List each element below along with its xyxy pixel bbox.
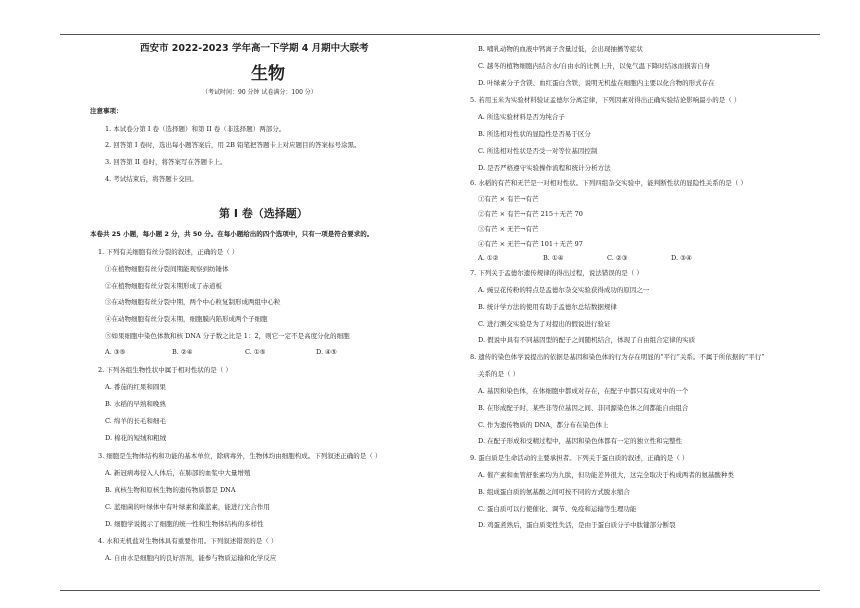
notice-item: 2. 回答第 I 卷时，选出每小题答案后，用 2B 铅笔把答题卡上对应题目的答案标号涂黑。	[105, 141, 361, 149]
q6-statement: ②有芒 × 有芒→有芒 215＋无芒 70	[478, 210, 583, 218]
q1-statement: ①在植物细胞有丝分裂间期能观察到纺锤体	[105, 265, 229, 273]
question-6: 6. 水稻的有芒和无芒是一对相对性状。下列四组杂交实验中，能判断性状的显隐性关系的是（ ）	[470, 179, 747, 187]
q9-option-a: A. 催产素和血管舒张素均为九肽，但功能差异很大，这完全取决于构成两者的氨基酸种类	[478, 471, 734, 479]
q9-option-b: B. 组成蛋白质的氨基酸之间可按不同的方式脱水缩合	[478, 488, 630, 496]
question-5: 5. 若用玉米为实验材料验证孟德尔分离定律，下列因素对得出正确实验结论影响最小的是（ ）	[470, 96, 741, 104]
q1-statement: ②在植物细胞有丝分裂末期形成了赤道板	[105, 282, 222, 290]
notice-item: 1. 本试卷分第 I 卷（选择题）和第 II 卷（非选择题）两部分。	[105, 125, 286, 133]
question-9: 9. 蛋白质是生命活动的主要承担者。下列关于蛋白质的叙述，正确的是（ ）	[470, 454, 689, 462]
q6-option-b: B. ①④	[543, 254, 564, 262]
q7-option-a: A. 豌豆花传粉的特点是孟德尔杂交实验获得成功的原因之一	[478, 286, 650, 294]
q8-option-d: D. 在配子形成和受精过程中，基因和染色体都有一定的独立性和完整性	[478, 437, 683, 445]
q8-option-c: C. 作为遗传物质的 DNA，都分布在染色体上	[478, 421, 609, 429]
q4-option-c: C. 越冬的植物细胞内结合水/自由水的比例上升，以免气温下降时结冰而损害自身	[478, 62, 711, 70]
notice-item: 4. 考试结束后，将答题卡交回。	[105, 175, 198, 183]
q6-option-d: D. ③④	[671, 254, 692, 262]
bottom-rule	[60, 590, 820, 591]
q1-statement: ④在动物细胞有丝分裂末期，细胞膜内陷形成两个子细胞	[105, 315, 268, 323]
q8-option-a: A. 基因和染色体，在体细胞中都成对存在，在配子中都只有成对中的一个	[478, 387, 689, 395]
q4-option-a: A. 自由水是细胞内的良好溶剂，能参与物质运输和化学反应	[105, 554, 277, 562]
q2-option-c: C. 绵羊的长毛和细毛	[105, 417, 166, 425]
q1-option-b: B. ②④	[172, 348, 193, 356]
q2-option-b: B. 水稻的早熟和晚熟	[105, 400, 166, 408]
q5-option-d: D. 是否严格遵守实验操作流程和统计分析方法	[478, 164, 611, 172]
q1-option-c: C. ①⑤	[245, 348, 266, 356]
q5-option-c: C. 所选相对性状是否受一对等位基因控制	[478, 147, 598, 155]
q4-option-d: D. 叶绿素分子含镁、血红蛋白含铁，说明无机盐在细胞内主要以化合物的形式存在	[478, 79, 715, 87]
q2-option-a: A. 番茄的红果和圆果	[105, 383, 166, 391]
question-1: 1. 下列有关细胞有丝分裂的叙述，正确的是（ ）	[98, 248, 239, 256]
q6-statement: ①有芒 × 有芒→有芒	[478, 195, 539, 203]
q9-option-c: C. 蛋白质可以行使催化、调节、免疫和运输等生理功能	[478, 505, 637, 513]
q2-option-d: D. 棉花的短绒和粗绒	[105, 434, 167, 442]
q3-option-d: D. 细胞学说揭示了细胞的统一性和生物体结构的多样性	[105, 520, 264, 528]
q5-option-b: B. 所选相对性状的显隐性是否易于区分	[478, 130, 591, 138]
q3-option-c: C. 蓝细菌的叶绿体中有叶绿素和藻蓝素，能进行光合作用	[105, 503, 270, 511]
q4-option-b: B. 哺乳动物的血液中钙离子含量过低，会出现抽搐等症状	[478, 45, 643, 53]
q3-option-b: B. 真核生物和原核生物的遗传物质都是 DNA	[105, 486, 236, 494]
question-8: 8. 遗传的染色体学说提出的依据是基因和染色体的行为存在明显的“平行”关系。不属于所依据的“平行”	[470, 353, 765, 361]
q3-option-a: A. 新冠病毒侵入人体后，在肺部的血浆中大量增殖	[105, 469, 251, 477]
q1-statement: ⑤如果细胞中染色体数和核 DNA 分子数之比是 1：2，则它一定不是高度分化的细胞	[105, 332, 350, 340]
part1-title: 第 I 卷（选择题）	[219, 207, 308, 220]
q7-option-c: C. 进行测交实验是为了对提出的假说进行验证	[478, 320, 611, 328]
q6-statement: ④有芒 × 无芒→有芒 101＋无芒 97	[478, 240, 583, 248]
question-8-cont: 关系的是（ ）	[478, 370, 520, 378]
q9-option-d: D. 鸡蛋煮熟后，蛋白质变性失活，是由于蛋白质分子中肽键部分断裂	[478, 521, 676, 529]
question-2: 2. 下列各组生物性状中属于相对性状的是（ ）	[98, 366, 232, 374]
q5-option-a: A. 所选实验材料是否为纯合子	[478, 113, 565, 121]
exam-title: 西安市 2022-2023 学年高一下学期 4 月期中大联考	[140, 43, 369, 54]
q6-option-a: A. ①②	[478, 254, 499, 262]
question-4: 4. 水和无机盐对生物体具有重要作用。下列叙述错误的是（ ）	[98, 537, 278, 545]
question-7: 7. 下列关于孟德尔遗传规律的得出过程，说法错误的是（ ）	[470, 269, 643, 277]
q1-statement: ③在动物细胞有丝分裂中期，两个中心粒复制形成两组中心粒	[105, 298, 281, 306]
subject-title: 生物	[251, 64, 285, 84]
exam-meta: （考试时间：90 分钟 试卷满分：100 分）	[202, 89, 317, 96]
q8-option-b: B. 在形成配子时，某些非等位基因之间、非同源染色体之间都能自由组合	[478, 404, 689, 412]
q6-option-c: C. ②③	[607, 254, 628, 262]
q7-option-b: B. 统计学方法的使用有助于孟德尔总结数据规律	[478, 303, 617, 311]
q1-option-a: A. ③⑤	[105, 348, 126, 356]
q7-option-d: D. 假说中具有不同基因型的配子之间随机结合，体现了自由组合定律的实质	[478, 336, 696, 344]
notice-heading: 注意事项：	[90, 107, 123, 115]
notice-item: 3. 回答第 II 卷时，将答案写在答题卡上。	[105, 158, 227, 166]
top-rule	[60, 34, 820, 35]
question-3: 3. 细胞是生物体结构和功能的基本单位，除病毒外，生物体均由细胞构成。下列叙述正确的是（ ）	[98, 452, 382, 460]
q6-statement: ③有芒 × 无芒→有芒	[478, 225, 539, 233]
q1-option-d: D. ④⑤	[316, 348, 337, 356]
part1-instructions: 本卷共 25 小题，每小题 2 分，共 50 分。在每小题给出的四个选项中，只有一项是符合要求的。	[90, 230, 374, 238]
